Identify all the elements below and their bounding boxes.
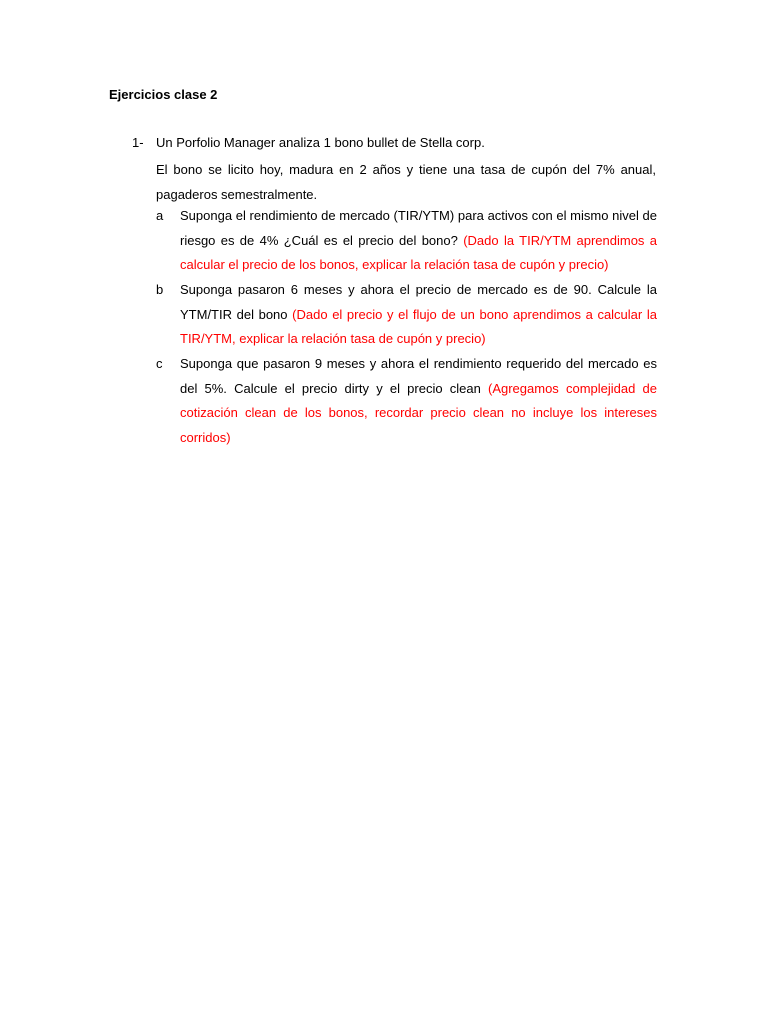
exercise-statement-line2: El bono se licito hoy, madura en 2 años y tiene una tasa de cupón del 7% anual, pagaderos semestralmente. bbox=[156, 162, 656, 202]
subitem-note: (Dado la TIR/YTM aprendimos a calcular el precio de los bonos, explicar la relación tasa de cupón y precio) bbox=[180, 232, 657, 272]
subitem-text: Suponga el rendimiento de mercado (TIR/YTM) para activos con el mismo nivel de riesgo es de 4% ¿Cuál es el precio del bono? bbox=[180, 208, 657, 248]
exercise-statement-line1: Un Porfolio Manager analiza 1 bono bullet de Stella corp. bbox=[156, 135, 485, 150]
subitem-b bbox=[156, 278, 657, 352]
subitem-letter: b bbox=[156, 282, 164, 297]
subitem-content bbox=[180, 204, 657, 278]
subitem-text: Suponga pasaron 6 meses y ahora el precio de mercado es de 90. Calcule la YTM/TIR del bono bbox=[180, 282, 657, 322]
subitem-a bbox=[156, 204, 657, 278]
subitem-letter: c bbox=[156, 356, 163, 371]
subitem-content bbox=[180, 278, 657, 352]
subitem-text: Suponga que pasaron 9 meses y ahora el rendimiento requerido del mercado es del 5%. Calcule el precio dirty y el precio clean bbox=[180, 356, 657, 396]
subitem-letter: a bbox=[156, 208, 164, 223]
exercise-number: 1- bbox=[132, 135, 144, 150]
subitem-note: (Agregamos complejidad de cotización clean de los bonos, recordar precio clean no incluye los intereses corridos) bbox=[180, 380, 657, 445]
subitem-note: (Dado el precio y el flujo de un bono aprendimos a calcular la TIR/YTM, explicar la relación tasa de cupón y precio) bbox=[180, 306, 657, 346]
subitem-content bbox=[180, 352, 657, 450]
document-title: Ejercicios clase 2 bbox=[109, 87, 218, 102]
subitem-c bbox=[156, 352, 657, 450]
